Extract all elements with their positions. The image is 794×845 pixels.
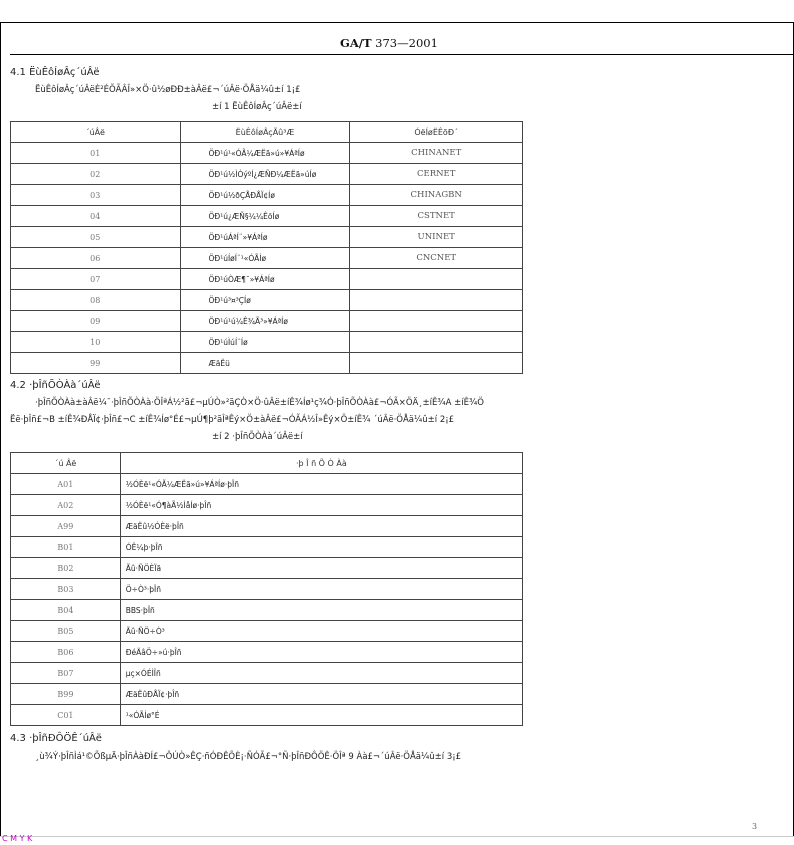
table-row <box>11 537 523 558</box>
table-cell-code: 04 <box>11 206 181 227</box>
table-cell-code: B03 <box>11 579 121 600</box>
table-cell-name: Ãû·ÑÖ÷Ò³ <box>120 621 522 642</box>
table-1-header-abbrev: ÓëÍøËÊõÐ´ <box>350 122 523 143</box>
table-2-header-code: ´ú Âë <box>11 453 121 474</box>
standard-number: 373—2001 <box>375 36 438 50</box>
section-4-1-title: 4.1 ËùÊôÍøÂç´úÂë <box>10 67 100 78</box>
page-number: 3 <box>752 822 758 831</box>
print-marks: C M Y K <box>2 834 33 843</box>
section-4-2-paragraph-2: Ëë·þÎñ£¬B ±íÊ¾ÐÅÏ¢·þÎñ£¬C ±íÊ¾Íø°É£¬µÚ¶þ²ãÎªÊý×Ö±àÂë£¬ÓÃÁ½Î»Êý×Ö±íÊ¾ ´úÂë·ÖÅä¼û±í 2¡£ <box>10 415 455 425</box>
table-cell-name: BBS·þÎñ <box>120 600 522 621</box>
table-cell-abbrev: CERNET <box>350 164 523 185</box>
table-cell-abbrev: CHINANET <box>350 143 523 164</box>
table-cell-name: ¹«ÓÃÍø°É <box>120 705 522 726</box>
table-cell-abbrev <box>350 311 523 332</box>
table-1-header-network: ËùÊôÍøÂçÃû³Æ <box>180 122 350 143</box>
table-cell-abbrev <box>350 332 523 353</box>
table-cell-code: A01 <box>11 474 121 495</box>
table-cell-code: B06 <box>11 642 121 663</box>
table-2-header-service: ·þ Î ñ Õ Ò Àà <box>120 453 522 474</box>
table-cell-name: ÖÐ¹ú¹«ÓÃ¼ÆËã»ú»¥ÁªÍø <box>180 143 350 164</box>
table-cell-name: µç×ÓÉÌÎñ <box>120 663 522 684</box>
table-row <box>11 206 523 227</box>
section-4-2-title: 4.2 ·þÎñÕÒÀà´úÂë <box>10 380 101 391</box>
table-cell-name: ÆäËû½ÓÈë·þÎñ <box>120 516 522 537</box>
table-row <box>11 558 523 579</box>
table-cell-name: ÖÐ¹úÁªÍ¨»¥ÁªÍø <box>180 227 350 248</box>
table-cell-code: B05 <box>11 621 121 642</box>
table-cell-name: ÖÐ¹úÍøÍ¨¹«ÓÃÍø <box>180 248 350 269</box>
table-cell-abbrev <box>350 353 523 374</box>
section-4-2-paragraph-1: ·þÎñÕÒÀà±àÂë¼¯·þÎñÕÒÀà·ÖÎªÁ½²ã£¬µÚÒ»²ãÇÒ×Ö·ûÂë±íÊ¾Íø¹ç¾Ó·þÎñÕÒÀà£¬ÓÃ×ÖÄ¸±íÊ¾A ±íÊ¾Ö <box>35 398 484 408</box>
table-cell-name: ÆäËü <box>180 353 350 374</box>
table-cell-name: ÖÐ¹ú³¤³ÇÍø <box>180 290 350 311</box>
table-row <box>11 642 523 663</box>
table-1-header-code: ´úÂë <box>11 122 181 143</box>
table-cell-abbrev: CSTNET <box>350 206 523 227</box>
standard-id: GA/T <box>340 36 372 50</box>
table-cell-code: B02 <box>11 558 121 579</box>
table-cell-code: B04 <box>11 600 121 621</box>
section-4-3-paragraph: ¸ù¾Ý·þÎñÌá¹©ÕßµÄ·þÎñÀàÐÍ£¬ÔÚÒ»ÊÇ·ñÓÐÊÕÈ¡·ÑÓÃ£¬°Ñ·þÎñÐÔÖÊ·ÖÎª 9 Àà£¬´úÂë·ÖÅä¼û±í 3¡£ <box>35 752 462 762</box>
header-rule <box>10 54 794 55</box>
table-2 <box>10 452 523 726</box>
table-row <box>11 663 523 684</box>
table-cell-code: A99 <box>11 516 121 537</box>
bottom-rule <box>0 836 794 837</box>
table-cell-abbrev: CNCNET <box>350 248 523 269</box>
standard-header <box>340 36 438 50</box>
table-cell-name: Ãû·ÑÖÈÏã <box>120 558 522 579</box>
table-row <box>11 227 523 248</box>
table-row <box>11 684 523 705</box>
table-row <box>11 143 523 164</box>
table-cell-code: 01 <box>11 143 181 164</box>
section-4-1-paragraph: ËùÊôÍøÂç´úÂëÈ²ÉÕÃÂÎ»×Ö·û½øÐÐ±àÂë£¬´úÂë·ÖÅä¼û±í 1¡£ <box>35 85 301 95</box>
table-cell-code: 09 <box>11 311 181 332</box>
table-1 <box>10 121 523 374</box>
table-cell-name: ÐéÄâÖ÷»ú·þÎñ <box>120 642 522 663</box>
table-cell-abbrev <box>350 269 523 290</box>
table-cell-code: B01 <box>11 537 121 558</box>
table-cell-name: ÖÐ¹úÒÆ¶¯»¥ÁªÍø <box>180 269 350 290</box>
table-row <box>11 516 523 537</box>
table-row <box>11 600 523 621</box>
table-cell-code: A02 <box>11 495 121 516</box>
table-1-caption: ±í 1 ËùÊôÍøÂç´úÂë±í <box>212 102 302 112</box>
table-row <box>11 311 523 332</box>
table-cell-abbrev <box>350 290 523 311</box>
table-row <box>11 290 523 311</box>
table-cell-name: ÓÊ¼þ·þÎñ <box>120 537 522 558</box>
table-cell-code: 99 <box>11 353 181 374</box>
table-cell-code: 05 <box>11 227 181 248</box>
table-2-caption: ±í 2 ·þÎñÕÒÀà´úÂë±í <box>212 432 303 442</box>
table-cell-name: ÖÐ¹úÌúÍ¨Íø <box>180 332 350 353</box>
table-row <box>11 621 523 642</box>
table-row <box>11 579 523 600</box>
table-cell-code: 07 <box>11 269 181 290</box>
table-cell-code: B99 <box>11 684 121 705</box>
table-row <box>11 185 523 206</box>
table-cell-code: C01 <box>11 705 121 726</box>
table-row <box>11 164 523 185</box>
table-cell-code: 10 <box>11 332 181 353</box>
table-cell-code: 02 <box>11 164 181 185</box>
table-cell-abbrev: CHINAGBN <box>350 185 523 206</box>
table-cell-code: 08 <box>11 290 181 311</box>
table-cell-code: 06 <box>11 248 181 269</box>
table-cell-name: ½ÓÈë¹«Ó¶àÃ½ÌåÍø·þÎñ <box>120 495 522 516</box>
table-cell-name: ÖÐ¹ú¹ú¼Ê¾Ã³»¥ÁªÍø <box>180 311 350 332</box>
table-cell-abbrev: UNINET <box>350 227 523 248</box>
table-cell-code: 03 <box>11 185 181 206</box>
table-cell-code: B07 <box>11 663 121 684</box>
table-cell-name: ÖÐ¹ú½ÌÓýºÍ¿ÆÑÐ¼ÆËã»úÍø <box>180 164 350 185</box>
table-cell-name: ÆäËûÐÅÏ¢·þÎñ <box>120 684 522 705</box>
table-cell-name: ½ÓÈë¹«ÓÃ¼ÆËã»ú»¥ÁªÍø·þÎñ <box>120 474 522 495</box>
table-row <box>11 705 523 726</box>
table-row <box>11 332 523 353</box>
table-row <box>11 353 523 374</box>
table-cell-name: Ö÷Ò³·þÎñ <box>120 579 522 600</box>
section-4-3-title: 4.3 ·þÎñÐÔÖÊ´úÂë <box>10 733 102 744</box>
table-row <box>11 269 523 290</box>
table-row <box>11 248 523 269</box>
table-cell-name: ÖÐ¹ú½ðÇÅÐÅÏ¢Íø <box>180 185 350 206</box>
table-row <box>11 495 523 516</box>
table-cell-name: ÖÐ¹ú¿ÆÑ§¼¼ÊõÍø <box>180 206 350 227</box>
table-row <box>11 474 523 495</box>
